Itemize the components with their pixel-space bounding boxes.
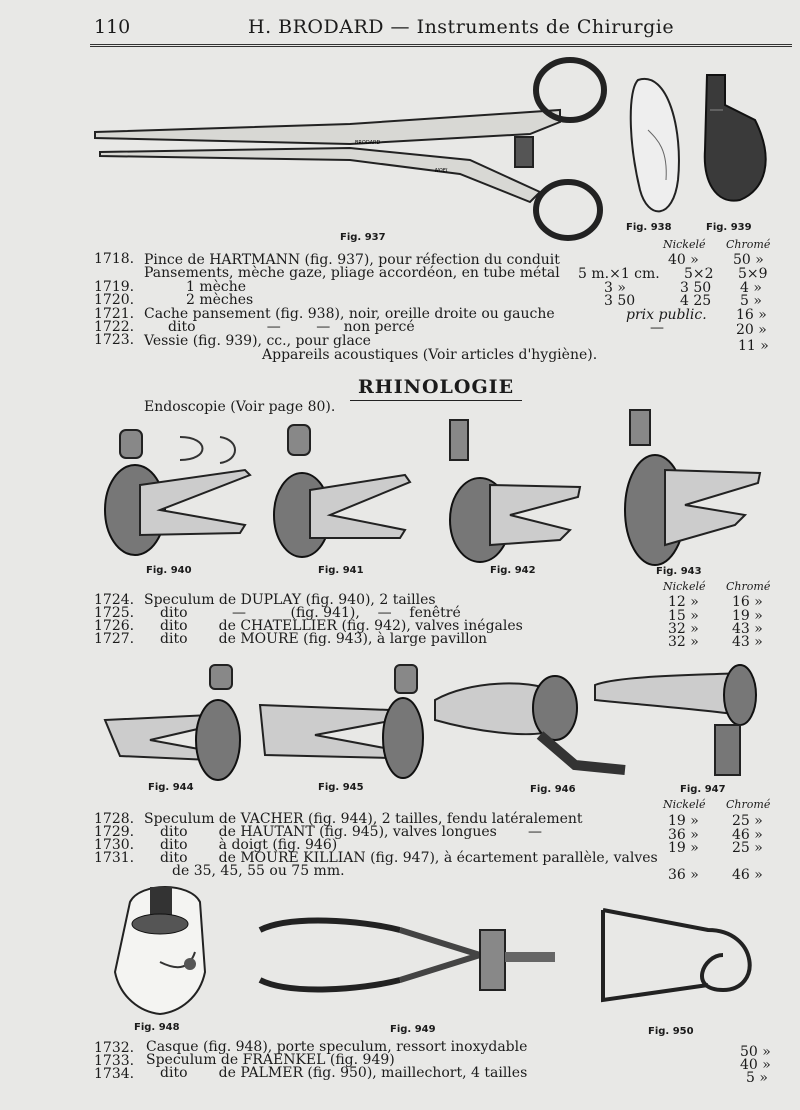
item-description: dito — — non percé — [168, 319, 415, 335]
price-chrome: 16 » — [732, 594, 763, 610]
fig-937-engraving-noel: NOEL — [435, 168, 449, 174]
section-title-text: RHINOLOGIE — [358, 376, 515, 398]
fig-948-caption: Fig. 948 — [134, 1022, 180, 1033]
item-number: 1732. — [94, 1040, 135, 1056]
price-nickele: 36 » — [668, 827, 699, 843]
page-header — [0, 16, 800, 46]
item-description: Casque (fig. 948), porte speculum, ressort inoxydable — [146, 1039, 528, 1055]
item-number: 1718. — [94, 251, 135, 267]
price-nickele: 19 » — [668, 840, 699, 856]
price-col0: 3 » — [604, 280, 626, 296]
item-description: dito de MOURE (fig. 943), à large pavillon — [160, 631, 488, 647]
item-number: 1721. — [94, 306, 135, 322]
item-number: 1720. — [94, 292, 135, 308]
fig-937-caption: Fig. 937 — [340, 232, 386, 243]
item-description: dito de MOURE KILLIAN (fig. 947), à écartement parallèle, valves — [160, 850, 658, 866]
item-description: dito — (fig. 941), — fenêtré — [160, 605, 461, 621]
price-chrome: 46 » — [732, 867, 763, 883]
item-description: Speculum de FRAENKEL (fig. 949) — [146, 1052, 395, 1068]
section-title — [358, 376, 514, 398]
fig-942-caption: Fig. 942 — [490, 565, 536, 576]
item-number: 1724. — [94, 592, 135, 608]
fig-950-caption: Fig. 950 — [648, 1026, 694, 1037]
item-description: Pince de HARTMANN (fig. 937), pour réfection du conduit — [144, 252, 560, 268]
item-number: 1725. — [94, 605, 135, 621]
price-nickele: 36 » — [668, 867, 699, 883]
price-chrome: 25 » — [732, 813, 763, 829]
fig-943-caption: Fig. 943 — [656, 566, 702, 577]
col-header-chrome-2: Chromé — [726, 580, 771, 593]
fig-950-palmer-speculum — [598, 900, 768, 1020]
item-description: Cache pansement (fig. 938), noir, oreille droite ou gauche — [144, 306, 555, 322]
item-description: 1 mèche — [186, 279, 247, 295]
price-nickele: 3 50 — [680, 280, 712, 296]
fig-949-fraenkel-speculum — [250, 910, 570, 1010]
item-description: 2 mèches — [186, 292, 254, 308]
price-chrome: 20 » — [736, 322, 767, 338]
col-header-chrome-1: Chromé — [726, 238, 771, 251]
price-nickele: 4 25 — [680, 293, 712, 309]
fig-949-caption: Fig. 949 — [390, 1024, 436, 1035]
item-description: Speculum de DUPLAY (fig. 940), 2 tailles — [144, 592, 436, 608]
col-header-chrome-3: Chromé — [726, 798, 771, 811]
item-description: dito de HAUTANT (fig. 945), valves longues — — [160, 824, 543, 840]
fig-941-speculum — [270, 420, 420, 565]
item-number: 1727. — [94, 631, 135, 647]
item-number: 1729. — [94, 824, 135, 840]
fig-937-engraving-brand: BRODARD — [355, 140, 381, 146]
item-number: 1723. — [94, 332, 135, 348]
price-nickele: 12 » — [668, 594, 699, 610]
fig-939-ice-bladder — [695, 70, 775, 210]
price-nickele: — — [650, 320, 664, 336]
price-chrome: 43 » — [732, 621, 763, 637]
item-number: 1728. — [94, 811, 135, 827]
section-subtitle: Endoscopie (Voir page 80). — [144, 399, 336, 415]
item-number: 1734. — [94, 1066, 135, 1082]
price-chrome: 4 » — [740, 280, 762, 296]
size-spec: 5×2 — [684, 266, 714, 282]
fig-944-caption: Fig. 944 — [148, 782, 194, 793]
price-chrome: 43 » — [732, 634, 763, 650]
section-title-underline — [350, 400, 522, 401]
col-header-nickele-2: Nickelé — [663, 580, 706, 593]
size-spec: 5 m.×1 cm. — [578, 266, 660, 282]
price-chrome: 5 » — [740, 293, 762, 309]
price-chrome: 16 » — [736, 307, 767, 323]
item-description: dito à doigt (fig. 946) — [160, 837, 338, 853]
page-number: 110 — [94, 16, 131, 38]
fig-938-ear-dressing-cover — [628, 70, 688, 220]
item-description: Pansements, mèche gaze, pliage accordéon, en tube métal — [144, 265, 560, 281]
price-chrome: 5 » — [746, 1070, 768, 1086]
fig-945-speculum — [255, 660, 435, 785]
size-spec: 5×9 — [738, 266, 768, 282]
fig-941-caption: Fig. 941 — [318, 565, 364, 576]
fig-947-caption: Fig. 947 — [680, 784, 726, 795]
price-nickele: 32 » — [668, 621, 699, 637]
price-col0: 3 50 — [604, 293, 636, 309]
price-nickele: 19 » — [668, 813, 699, 829]
fig-938-caption: Fig. 938 — [626, 222, 672, 233]
item-number: 1719. — [94, 279, 135, 295]
header-rule — [90, 44, 792, 47]
item-number: 1730. — [94, 837, 135, 853]
item-description: dito de PALMER (fig. 950), maillechort, 4 tailles — [160, 1065, 528, 1081]
item-description: Speculum de VACHER (fig. 944), 2 tailles, fendu latéralement — [144, 811, 583, 827]
col-header-nickele-3: Nickelé — [663, 798, 706, 811]
fig-940-caption: Fig. 940 — [146, 565, 192, 576]
item-description: dito de CHATELLIER (fig. 942), valves inégales — [160, 618, 523, 634]
item-description: Vessie (fig. 939), cc., pour glace — [144, 333, 371, 349]
fig-937-forceps-illustration — [90, 52, 610, 232]
price-chrome: 46 » — [732, 827, 763, 843]
price-chrome: 40 » — [740, 1057, 771, 1073]
col-header-nickele-1: Nickelé — [663, 238, 706, 251]
item-number: 1733. — [94, 1053, 135, 1069]
fig-939-caption: Fig. 939 — [706, 222, 752, 233]
fig-946-finger-speculum — [430, 660, 590, 780]
fig-946-caption: Fig. 946 — [530, 784, 576, 795]
fig-944-speculum — [100, 660, 250, 780]
price-nickele: 40 » — [668, 252, 699, 268]
acoustic-note: Appareils acoustiques (Voir articles d'hygiène). — [262, 347, 598, 363]
price-note: prix public. — [626, 307, 707, 323]
item-number: 1731. — [94, 850, 135, 866]
fig-947-speculum — [590, 655, 780, 785]
fig-948-helmet-head — [100, 882, 220, 1022]
fig-942-speculum — [440, 415, 590, 565]
item-description: de 35, 45, 55 ou 75 mm. — [172, 863, 345, 879]
page-title: H. BRODARD — Instruments de Chirurgie — [248, 16, 675, 38]
price-chrome: 11 » — [738, 338, 769, 354]
price-nickele: 32 » — [668, 634, 699, 650]
price-nickele: 15 » — [668, 608, 699, 624]
item-number: 1726. — [94, 618, 135, 634]
price-chrome: 50 » — [740, 1044, 771, 1060]
price-chrome: 19 » — [732, 608, 763, 624]
price-chrome: 50 » — [733, 252, 764, 268]
item-number: 1722. — [94, 319, 135, 335]
fig-945-caption: Fig. 945 — [318, 782, 364, 793]
fig-940-speculum — [100, 425, 260, 565]
price-chrome: 25 » — [732, 840, 763, 856]
fig-943-speculum — [620, 405, 770, 565]
